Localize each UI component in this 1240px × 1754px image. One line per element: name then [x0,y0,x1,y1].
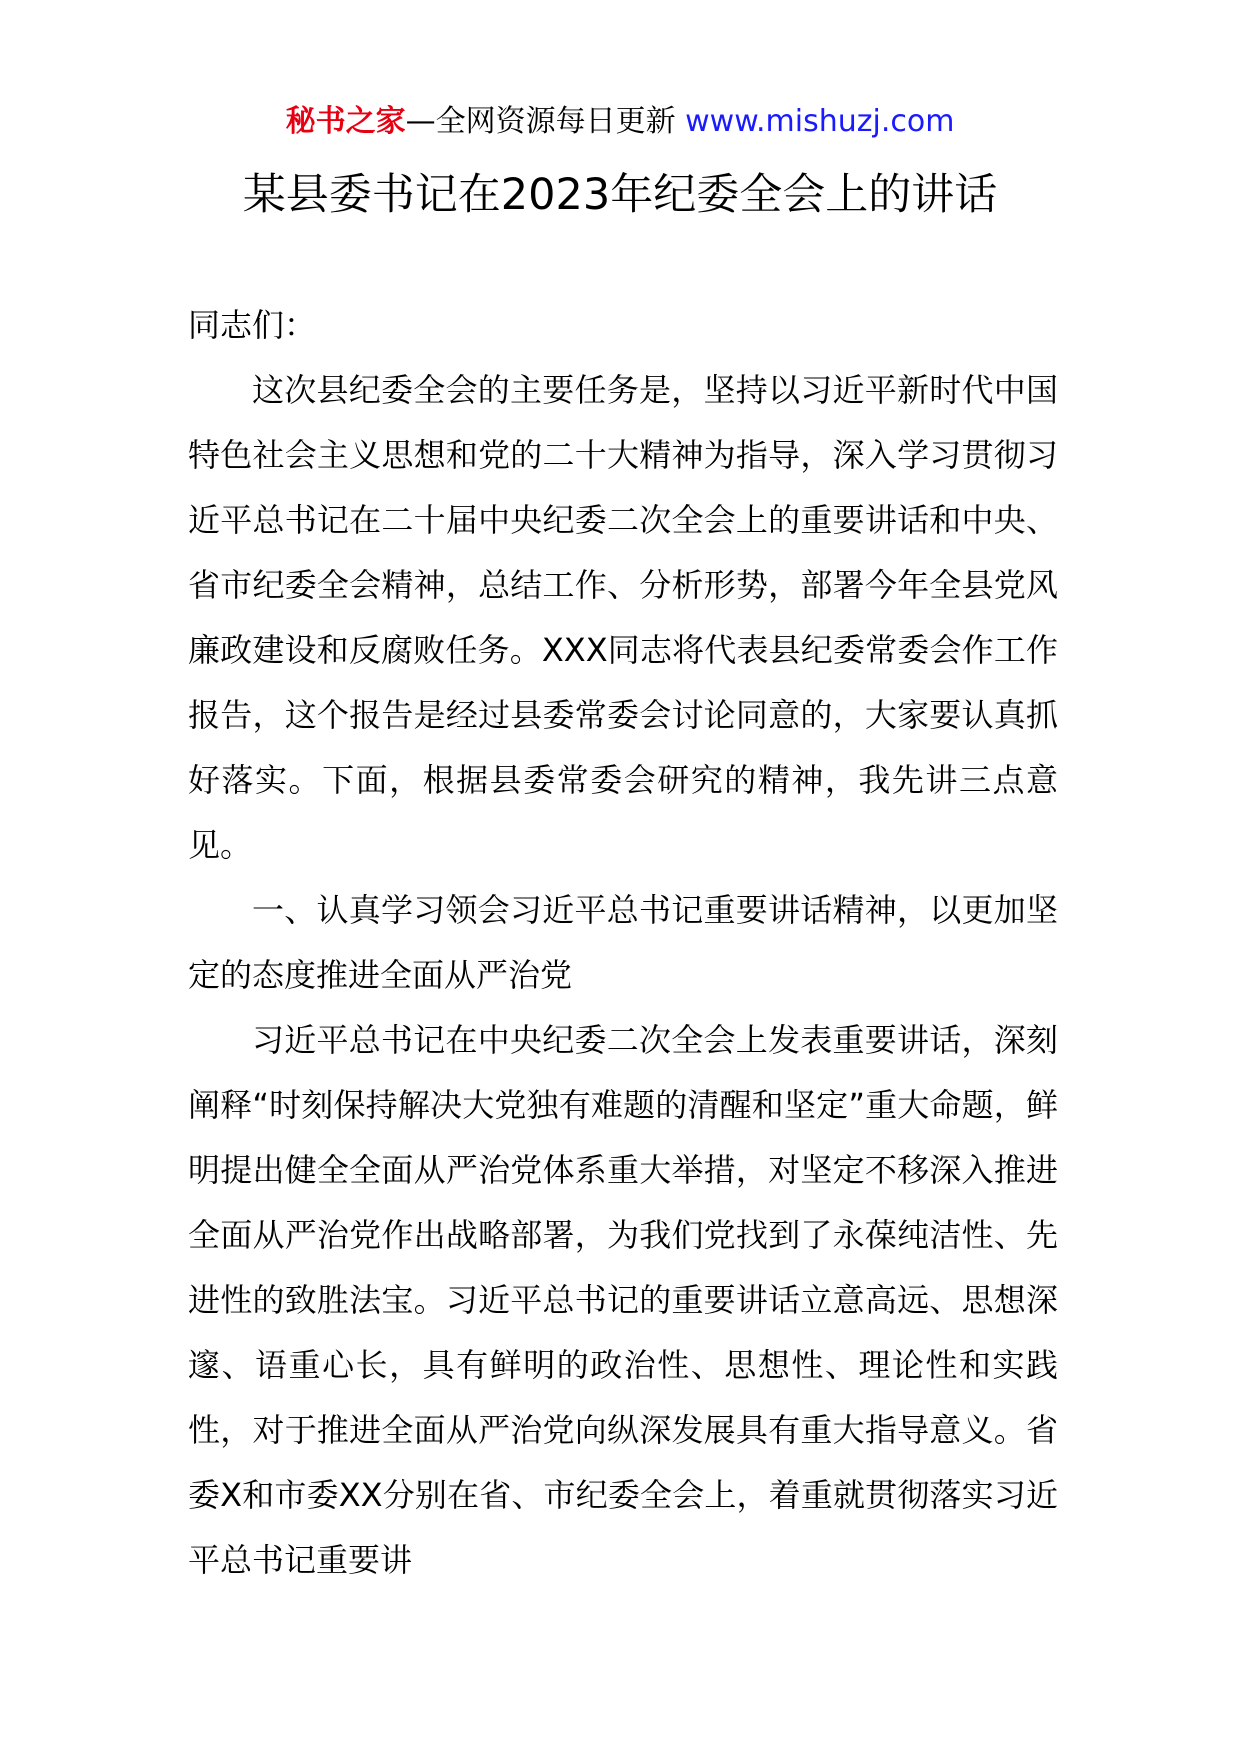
brand-name: 秘书之家 [285,104,406,139]
body-paragraph: 这次县纪委全会的主要任务是，坚持以习近平新时代中国特色社会主义思想和党的二十大精神为指导，深入学习贯彻习近平总书记在二十届中央纪委二次全会上的重要讲话和中央、省市纪委全会精神，总结工作、分析形势，部署今年全县党风廉政建设和反腐败任务。XXX同志将代表县纪委常委会作工作报告，这个报告是经过县委常委会讨论同意的，大家要认真抓好落实。下面，根据县委常委会研究的精神，我先讲三点意见。 [188,371,1058,864]
section-heading: 一、认真学习领会习近平总书记重要讲话精神，以更加坚定的态度推进全面从严治党 [188,891,1058,994]
site-url-link[interactable]: www.mishuzj.com [685,104,955,139]
body-paragraph: 习近平总书记在中央纪委二次全会上发表重要讲话，深刻阐释“时刻保持解决大党独有难题的清醒和坚定”重大命题，鲜明提出健全全面从严治党体系重大举措，对坚定不移深入推进全面从严治党作出战略部署，为我们党找到了永葆纯洁性、先进性的致胜法宝。习近平总书记的重要讲话立意高远、思想深邃、语重心长，具有鲜明的政治性、思想性、理论性和实践性，对于推进全面从严治党向纵深发展具有重大指导意义。省委X和市委XX分别在省、市纪委全会上，着重就贯彻落实习近平总书记重要讲 [188,1021,1058,1579]
document-body [188,293,1058,1593]
salutation: 同志们： [188,306,317,344]
document-title: 某县委书记在2023年纪委全会上的讲话 [242,170,998,220]
site-banner [0,100,1240,144]
banner-slogan: —全网资源每日更新 [405,104,686,139]
